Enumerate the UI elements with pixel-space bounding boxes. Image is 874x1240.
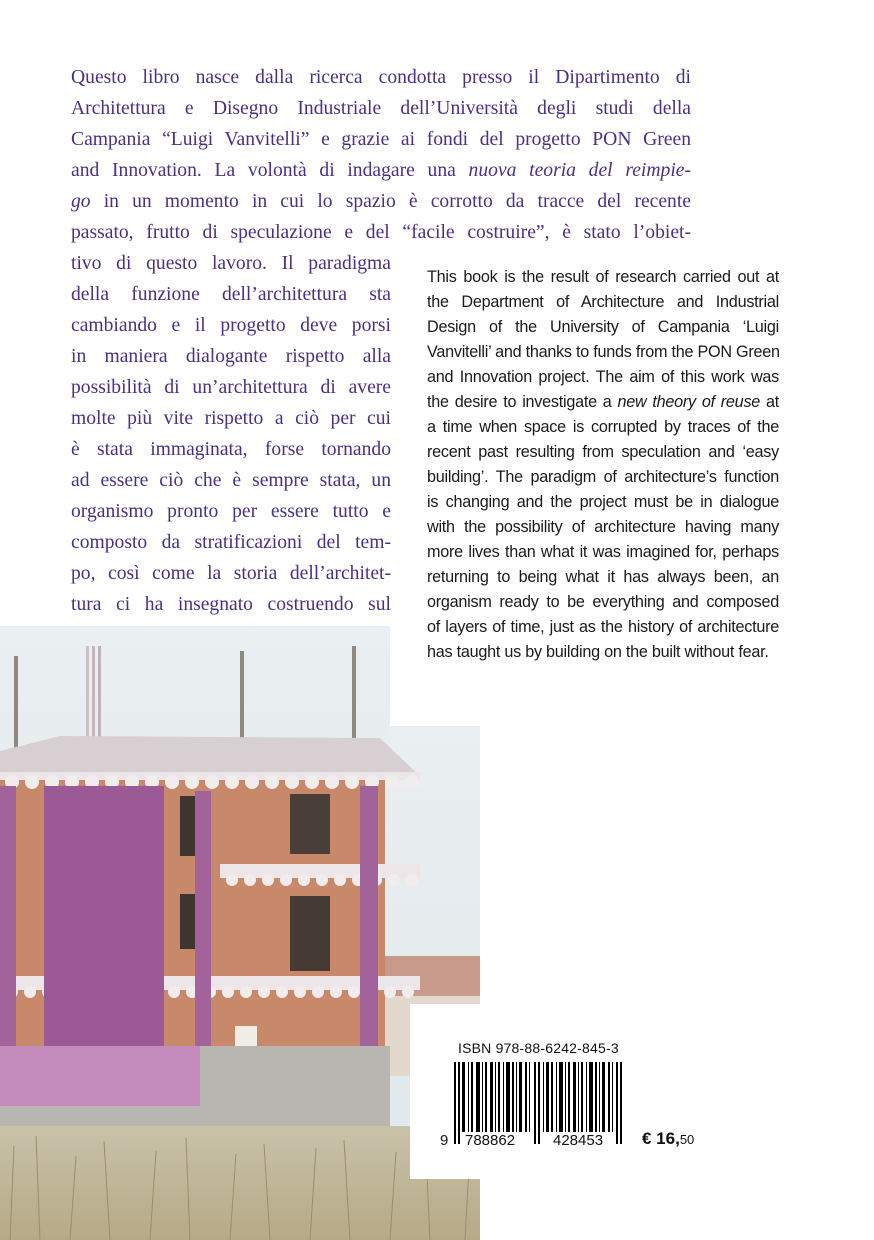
italian-line: è stata immaginata, forse tornando bbox=[71, 439, 391, 460]
italian-emphasis: go bbox=[71, 191, 91, 212]
english-line: returning to being what it has always been, an bbox=[427, 568, 779, 586]
english-blurb bbox=[427, 265, 779, 665]
italian-line: possibilità di un’architettura di avere bbox=[71, 377, 391, 398]
english-line: Vanvitelli’ and thanks to funds from the PON Green bbox=[427, 343, 780, 361]
italian-line: and Innovation. La volontà di indagare una nuova teoria del reimpie- bbox=[71, 160, 691, 181]
english-line: the desire to investigate a new theory of reuse at bbox=[427, 393, 779, 411]
english-line: is changing and the project must be in dialogue bbox=[427, 493, 779, 511]
english-line: This book is the result of research carried out at bbox=[427, 268, 779, 286]
price-main: € 16, bbox=[642, 1129, 680, 1148]
price bbox=[642, 1129, 694, 1149]
italian-line: ad essere ciò che è sempre stata, un bbox=[71, 470, 391, 491]
english-line: the Department of Architecture and Industrial bbox=[427, 293, 779, 311]
barcode-digit-first: 9 bbox=[440, 1132, 449, 1149]
italian-line: molte più vite rispetto a ciò per cui bbox=[71, 408, 391, 429]
english-line: Design of the University of Campania ‘Luigi bbox=[427, 318, 779, 336]
english-line: more lives than what it was imagined for, perhaps bbox=[427, 543, 779, 561]
italian-line: tura ci ha insegnato costruendo sul bbox=[71, 594, 391, 615]
english-line: recent past resulting from speculation and ‘easy bbox=[427, 443, 779, 461]
english-line: with the possibility of architecture having many bbox=[427, 518, 779, 536]
english-line: and Innovation project. The aim of this work was bbox=[427, 368, 779, 386]
italian-line: organismo pronto per essere tutto e bbox=[71, 501, 391, 522]
english-emphasis: new theory of reuse bbox=[617, 393, 761, 411]
isbn-label: ISBN 978-88-6242-845-3 bbox=[458, 1040, 619, 1056]
barcode-digits-left: 788862 bbox=[465, 1132, 516, 1149]
italian-line: della funzione dell’architettura sta bbox=[71, 284, 391, 305]
italian-line: composto da stratificazioni del tem- bbox=[71, 532, 391, 553]
italian-line: Questo libro nasce dalla ricerca condotta presso il Dipartimento di bbox=[71, 67, 691, 88]
english-line: of layers of time, just as the history of architecture bbox=[427, 618, 779, 636]
italian-line: Architettura e Disegno Industriale dell’Università degli studi della bbox=[71, 98, 691, 119]
english-line: building’. The paradigm of architecture’s function bbox=[427, 468, 779, 486]
italian-line: tivo di questo lavoro. Il paradigma bbox=[71, 253, 391, 274]
building-photo bbox=[0, 626, 480, 1240]
english-line: has taught us by building on the built without fear. bbox=[427, 643, 769, 661]
english-line: a time when space is corrupted by traces of the bbox=[427, 418, 779, 436]
italian-line: passato, frutto di speculazione e del “facile costruire”, è stato l’obiet- bbox=[71, 222, 691, 243]
italian-line: Campania “Luigi Vanvitelli” e grazie ai fondi del progetto PON Green bbox=[71, 129, 691, 150]
italian-line: go in un momento in cui lo spazio è corrotto da tracce del recente bbox=[71, 191, 691, 212]
italian-line: in maniera dialogante rispetto alla bbox=[71, 346, 391, 367]
english-line: organism ready to be everything and composed bbox=[427, 593, 779, 611]
italian-line: po, così come la storia dell’architet- bbox=[71, 563, 391, 584]
barcode-digits-right: 428453 bbox=[553, 1132, 604, 1149]
italian-emphasis: nuova teoria del reimpie- bbox=[468, 160, 691, 181]
price-cents: 50 bbox=[679, 1132, 695, 1147]
italian-line: cambiando e il progetto deve porsi bbox=[71, 315, 391, 336]
